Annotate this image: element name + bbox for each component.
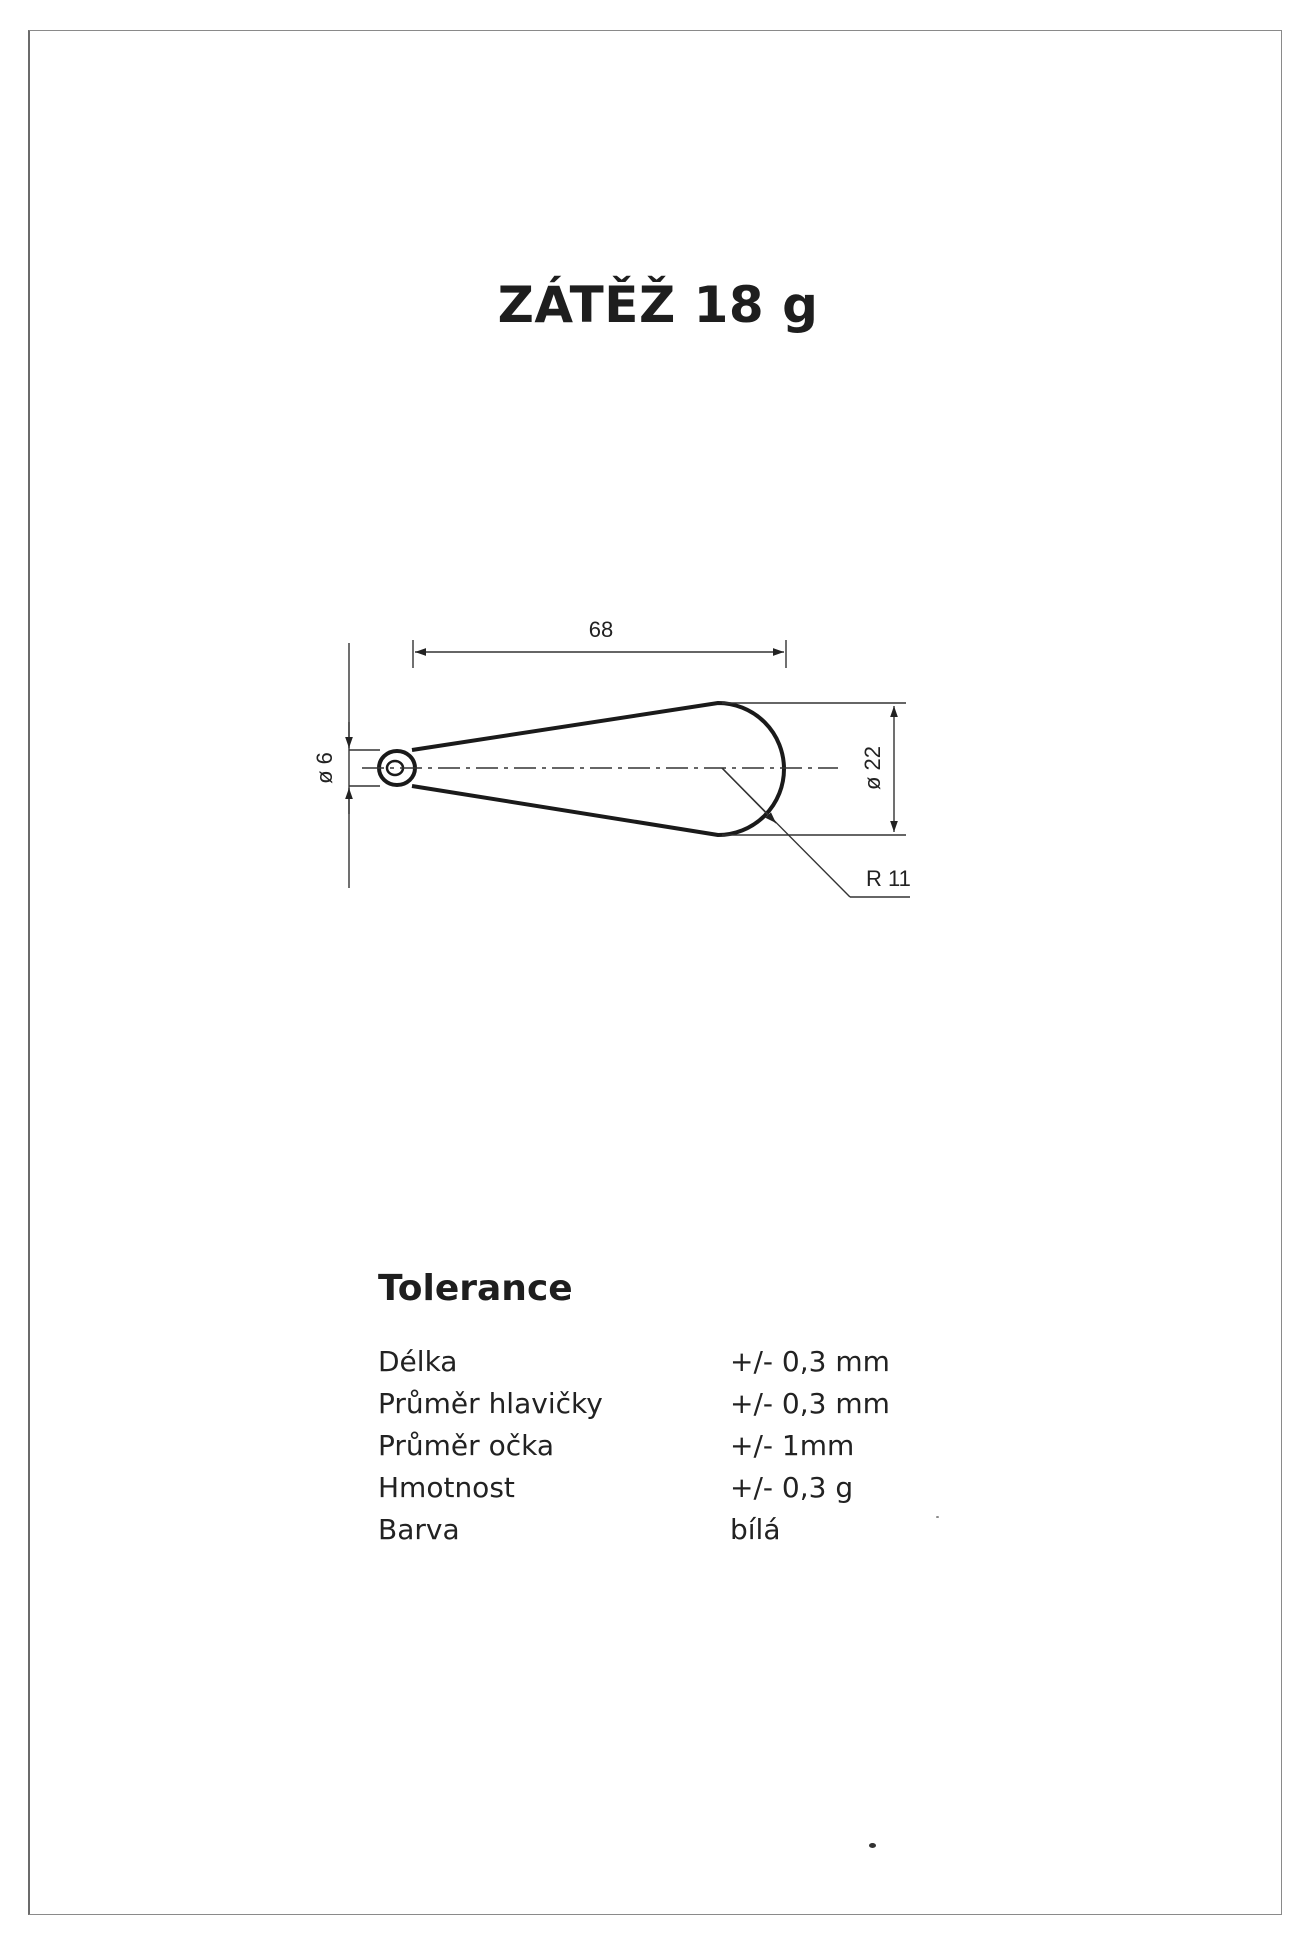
scan-speck: [936, 1516, 939, 1518]
tolerance-value: +/- 0,3 mm: [730, 1387, 890, 1420]
tolerance-label: Délka: [378, 1345, 458, 1378]
tolerance-value: +/- 1mm: [730, 1429, 855, 1462]
radius-label: R 11: [866, 866, 911, 891]
tolerance-label: Průměr očka: [378, 1429, 554, 1462]
tolerance-section: [378, 1268, 998, 1551]
radius-arrow: [722, 768, 776, 823]
tolerance-value: bílá: [730, 1513, 781, 1546]
tolerance-label: Hmotnost: [378, 1471, 515, 1504]
page-title: ZÁTĚŽ 18 g: [497, 276, 819, 334]
head-diameter-label: ø 22: [860, 745, 885, 791]
eye-diameter-label: ø 6: [312, 752, 337, 784]
tolerance-row: [378, 1425, 998, 1467]
tolerance-label: Barva: [378, 1513, 460, 1546]
tolerance-row: [378, 1509, 998, 1551]
tolerance-value: +/- 0,3 mm: [730, 1345, 890, 1378]
tolerance-heading: Tolerance: [378, 1268, 573, 1309]
tolerance-row: [378, 1467, 998, 1509]
tolerance-row: [378, 1341, 998, 1383]
tolerance-row: [378, 1383, 998, 1425]
length-dimension-label: 68: [588, 617, 614, 642]
tolerance-value: +/- 0,3 g: [730, 1471, 854, 1504]
tolerance-label: Průměr hlavičky: [378, 1387, 603, 1420]
scan-speck: [869, 1843, 876, 1848]
weight-body-outline: [412, 703, 784, 835]
